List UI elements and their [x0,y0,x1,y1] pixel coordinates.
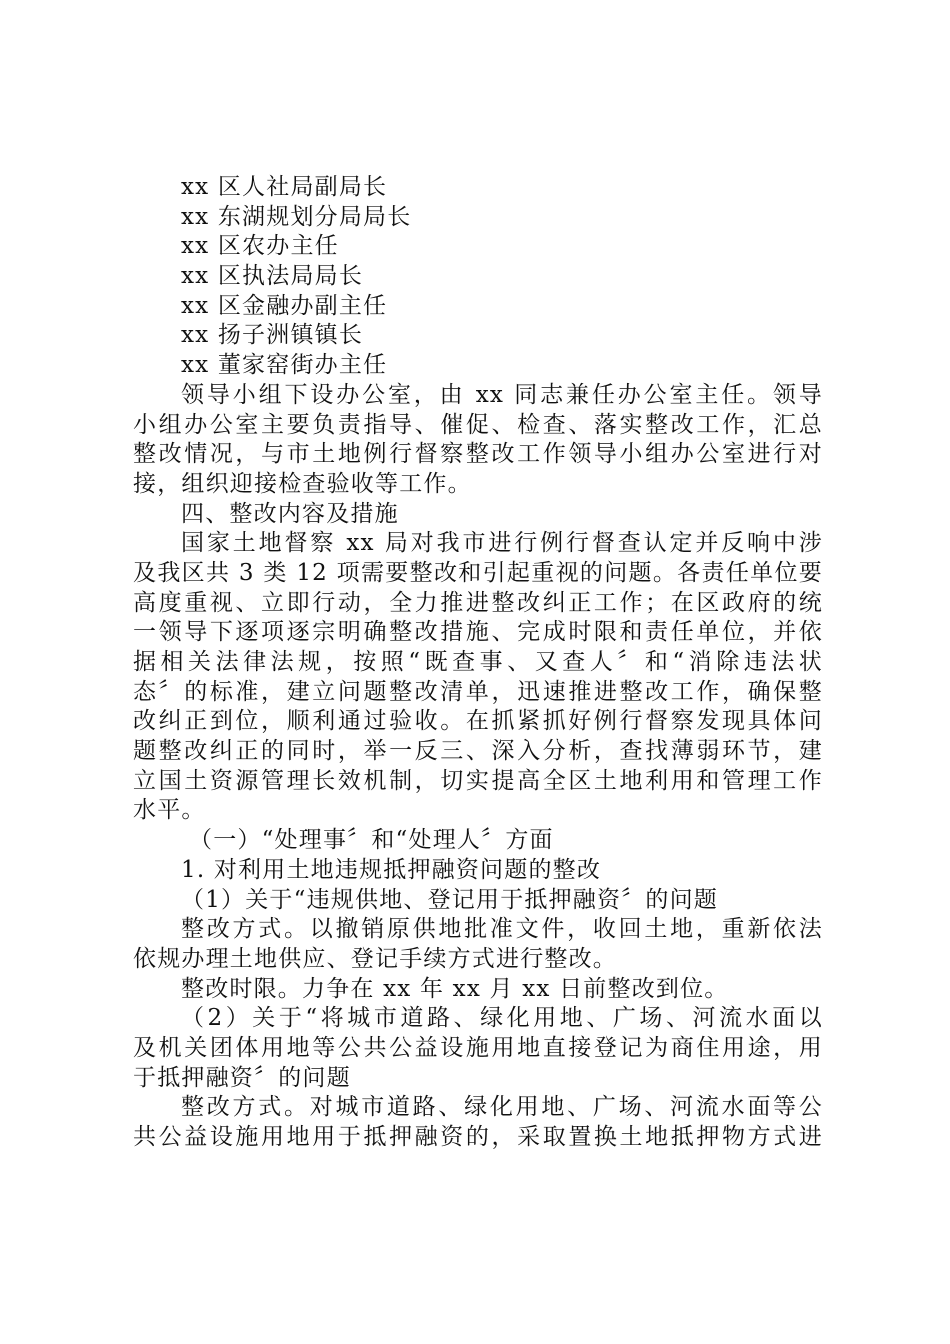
item-subheading-line: 及机关团体用地等公共公益设施用地直接登记为商住用途，用 [133,1034,823,1061]
method-line: 整改方式。以撤销原供地批准文件，收回土地，重新依法 [181,916,823,943]
office-paragraph-line: 整改情况，与市土地例行督察整改工作领导小组办公室进行对 [133,441,823,468]
section-heading: 四、整改内容及措施 [181,500,399,527]
member-line: xx 东湖规划分局局长 [181,203,412,230]
measures-paragraph-line: 及我区共 3 类 12 项需要整改和引起重视的问题。各责任单位要 [133,559,823,586]
office-paragraph-line: 领导小组下设办公室，由 xx 同志兼任办公室主任。领导 [181,381,823,408]
measures-paragraph-line: 国家土地督察 xx 局对我市进行例行督查认定并反响中涉 [181,530,823,557]
member-line: xx 董家窑街办主任 [181,352,388,379]
method-line: 依规办理土地供应、登记手续方式进行整改。 [133,945,617,972]
member-line: xx 区人社局副局长 [181,174,388,200]
member-line: xx 区农办主任 [181,233,339,260]
item-heading: 1. 对利用土地违规抵押融资问题的整改 [181,856,602,883]
member-line: xx 区金融办副主任 [181,292,388,319]
measures-paragraph-line: 立国土资源管理长效机制，切实提高全区土地利用和管理工作 [133,767,823,794]
method-line: 整改方式。对城市道路、绿化用地、广场、河流水面等公 [181,1094,823,1121]
item-subheading: （1）关于“违规供地、登记用于抵押融资〞的问题 [181,886,718,913]
document-body [133,173,823,1153]
method-line: 共公益设施用地用于抵押融资的，采取置换土地抵押物方式进 [133,1124,823,1150]
subsection-heading: （一）“处理事〞和“处理人〞方面 [189,827,554,854]
measures-paragraph-line: 高度重视、立即行动，全力推进整改纠正工作；在区政府的统 [133,589,823,616]
office-paragraph-line: 小组办公室主要负责指导、催促、检查、落实整改工作，汇总 [133,411,823,438]
measures-paragraph-line: 一领导下逐项逐宗明确整改措施、完成时限和责任单位，并依 [133,619,823,646]
office-paragraph-line: 接，组织迎接检查验收等工作。 [133,470,472,497]
item-subheading-line: 于抵押融资〞的问题 [133,1064,351,1091]
measures-paragraph-line: 水平。 [133,797,206,824]
member-line: xx 扬子洲镇镇长 [181,322,364,349]
measures-paragraph-line: 据相关法律法规，按照“既查事、又查人〞和“消除违法状 [133,649,823,675]
measures-paragraph-line: 改纠正到位，顺利通过验收。在抓紧抓好例行督察发现具体问 [133,708,823,735]
item-subheading-line: （2）关于“将城市道路、绿化用地、广场、河流水面以 [181,1005,823,1032]
deadline-line: 整改时限。力争在 xx 年 xx 月 xx 日前整改到位。 [181,975,729,1002]
measures-paragraph-line: 态〞的标准，建立问题整改清单，迅速推进整改工作，确保整 [133,678,823,705]
member-line: xx 区执法局局长 [181,263,364,290]
measures-paragraph-line: 题整改纠正的同时，举一反三、深入分析，查找薄弱环节，建 [133,738,823,765]
